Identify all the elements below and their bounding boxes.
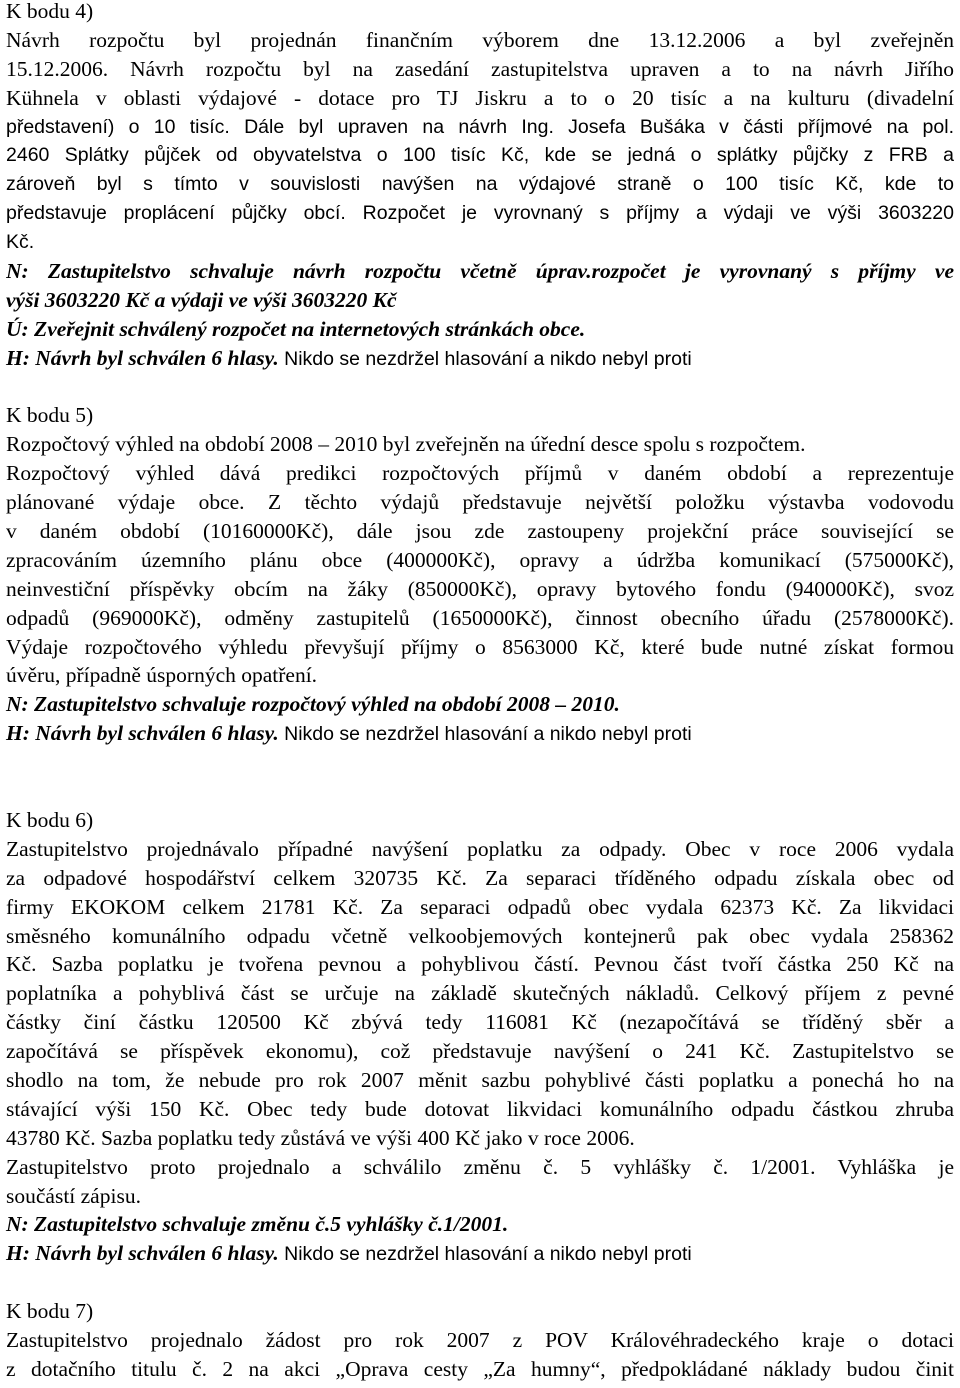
resolution: N: Zastupitelstvo schvaluje návrh rozpočtu včetně úprav.rozpočet je vyrovnaný s příjmy ve [6,259,954,284]
paragraph-line: představuje proplácení půjčky obcí. Rozpočet je vyrovnaný s příjmy a výdaji ve výši 3603220 [6,202,954,225]
vote-result-bold: H: Návrh byl schválen 6 hlasy. [6,721,279,746]
paragraph-line: Zastupitelstvo projednalo žádost pro rok 2007 z POV Královéhradeckého kraje o dotaci [6,1327,954,1352]
paragraph-line: shodlo na tom, že nebude pro rok 2007 měnit sazbu pohyblivé části poplatku a ponechá ho na [6,1067,954,1092]
document-page [6,0,954,1384]
paragraph-line: Kč. [6,231,35,254]
paragraph-line: Rozpočtový výhled dává predikci rozpočtových příjmů v daném období a reprezentuje [6,461,954,486]
vote-result [6,1239,954,1268]
paragraph-line: Rozpočtový výhled na období 2008 – 2010 byl zveřejněn na úřední desce spolu s rozpočtem. [6,432,806,457]
paragraph-line: představení) o 10 tisíc. Dále byl upraven na návrh Ing. Josefa Bušáka v části příjmové na pol. [6,115,954,138]
paragraph-line: z dotačního titulu č. 2 na akci „Oprava cesty „Za humny“, předpokládané náklady budou činit [6,1356,954,1381]
resolution: N: Zastupitelstvo schvaluje změnu č.5 vyhlášky č.1/2001. [6,1212,509,1237]
task: Ú: Zveřejnit schválený rozpočet na internetových stránkách obce. [6,316,586,341]
paragraph-line: poplatníka a pohyblivá část se určuje na základě skutečných nákladů. Celkový příjem z pevné [6,981,954,1006]
paragraph-line: odpadů (969000Kč), odměny zastupitelů (1650000Kč), činnost obecního úřadu (2578000Kč). [6,605,954,630]
paragraph-line: úvěru, případně úsporných opatření. [6,663,318,688]
paragraph-line: 2460 Splátky půjček od obyvatelstva o 100 tisíc Kč, kde se jedná o splátky půjčky z FRB a [6,144,954,167]
spacer [6,748,954,806]
paragraph-line: 43780 Kč. Sazba poplatku tedy zůstává ve výši 400 Kč jako v roce 2006. [6,1125,635,1150]
section-k5 [6,401,954,748]
vote-result [6,719,954,748]
section-heading: K bodu 5) [6,403,94,428]
vote-result-text: Nikdo se nezdržel hlasování a nikdo nebyl proti [278,1243,692,1266]
resolution: N: Zastupitelstvo schvaluje rozpočtový výhled na období 2008 – 2010. [6,692,620,717]
paragraph-line: Kč. Sazba poplatku je tvořena pevnou a pohyblivou částí. Pevnou část tvoří částka 250 Kč na [6,952,954,977]
paragraph-line: částky činí částku 120500 Kč zbývá tedy 116081 Kč (nezapočítává se tříděný sběr a [6,1010,954,1035]
paragraph-line: neinvestiční příspěvky obcím na žáky (850000Kč), opravy bytového fondu (940000Kč), svoz [6,576,954,601]
paragraph-line: Návrh rozpočtu byl projednán finančním výborem dne 13.12.2006 a byl zveřejněn [6,27,954,52]
paragraph-line: započítává se příspěvek ekonomu), což představuje navýšení o 241 Kč. Zastupitelstvo se [6,1039,954,1064]
paragraph-line: součástí zápisu. [6,1183,141,1208]
paragraph-line: plánované výdaje obce. Z těchto výdajů představuje největší položku výstavba vodovodu [6,490,954,515]
paragraph-line: firmy EKOKOM celkem 21781 Kč. Za separaci odpadů obec vydala 62373 Kč. Za likvidaci [6,894,954,919]
paragraph-line: směsného komunálního odpadu včetně velkoobjemových kontejnerů pak obec vydala 258362 [6,923,954,948]
vote-result-text: Nikdo se nezdržel hlasování a nikdo nebyl proti [278,723,692,746]
spacer [6,373,954,402]
vote-result-bold: H: Návrh byl schválen 6 hlasy. [6,345,279,370]
paragraph-line: zároveň byl s tímto v souvislosti navýšen na výdajové straně o 100 tisíc Kč, kde to [6,173,954,196]
section-heading: K bodu 4) [6,0,94,23]
vote-result-text: Nikdo se nezdržel hlasování a nikdo nebyl proti [278,347,692,370]
paragraph-line: 15.12.2006. Návrh rozpočtu byl na zasedání zastupitelstva upraven a to na návrh Jiřího [6,56,954,81]
section-heading: K bodu 6) [6,807,94,832]
paragraph-line: zpracováním územního plánu obce (400000Kč), opravy a údržba komunikací (575000Kč), [6,547,954,572]
paragraph-line: Výdaje rozpočtového výhledu převyšují příjmy o 8563000 Kč, které bude nutné získat formou [6,634,954,659]
vote-result [6,344,954,373]
paragraph-line: Zastupitelstvo projednávalo případné navýšení poplatku za odpady. Obec v roce 2006 vydala [6,836,954,861]
resolution: výši 3603220 Kč a výdaji ve výši 3603220 Kč [6,287,397,312]
paragraph-line: v daném období (10160000Kč), dále jsou zde zastoupeny projekční práce související se [6,519,954,544]
section-k6 [6,806,954,1268]
paragraph-line: stávající výši 150 Kč. Obec tedy bude dotovat likvidaci komunálního odpadu částkou zhruba [6,1096,954,1121]
section-k4 [6,0,954,373]
paragraph-line: Zastupitelstvo proto projednalo a schválilo změnu č. 5 vyhlášky č. 1/2001. Vyhláška je [6,1154,954,1179]
section-k7 [6,1297,954,1384]
spacer [6,1268,954,1297]
paragraph-line: Kühnela v oblasti výdajové - dotace pro TJ Jiskru a to o 20 tisíc a na kulturu (divadelní [6,85,954,110]
section-heading: K bodu 7) [6,1299,94,1324]
paragraph-line: za odpadové hospodářství celkem 320735 Kč. Za separaci tříděného odpadu získala obec od [6,865,954,890]
vote-result-bold: H: Návrh byl schválen 6 hlasy. [6,1241,279,1266]
